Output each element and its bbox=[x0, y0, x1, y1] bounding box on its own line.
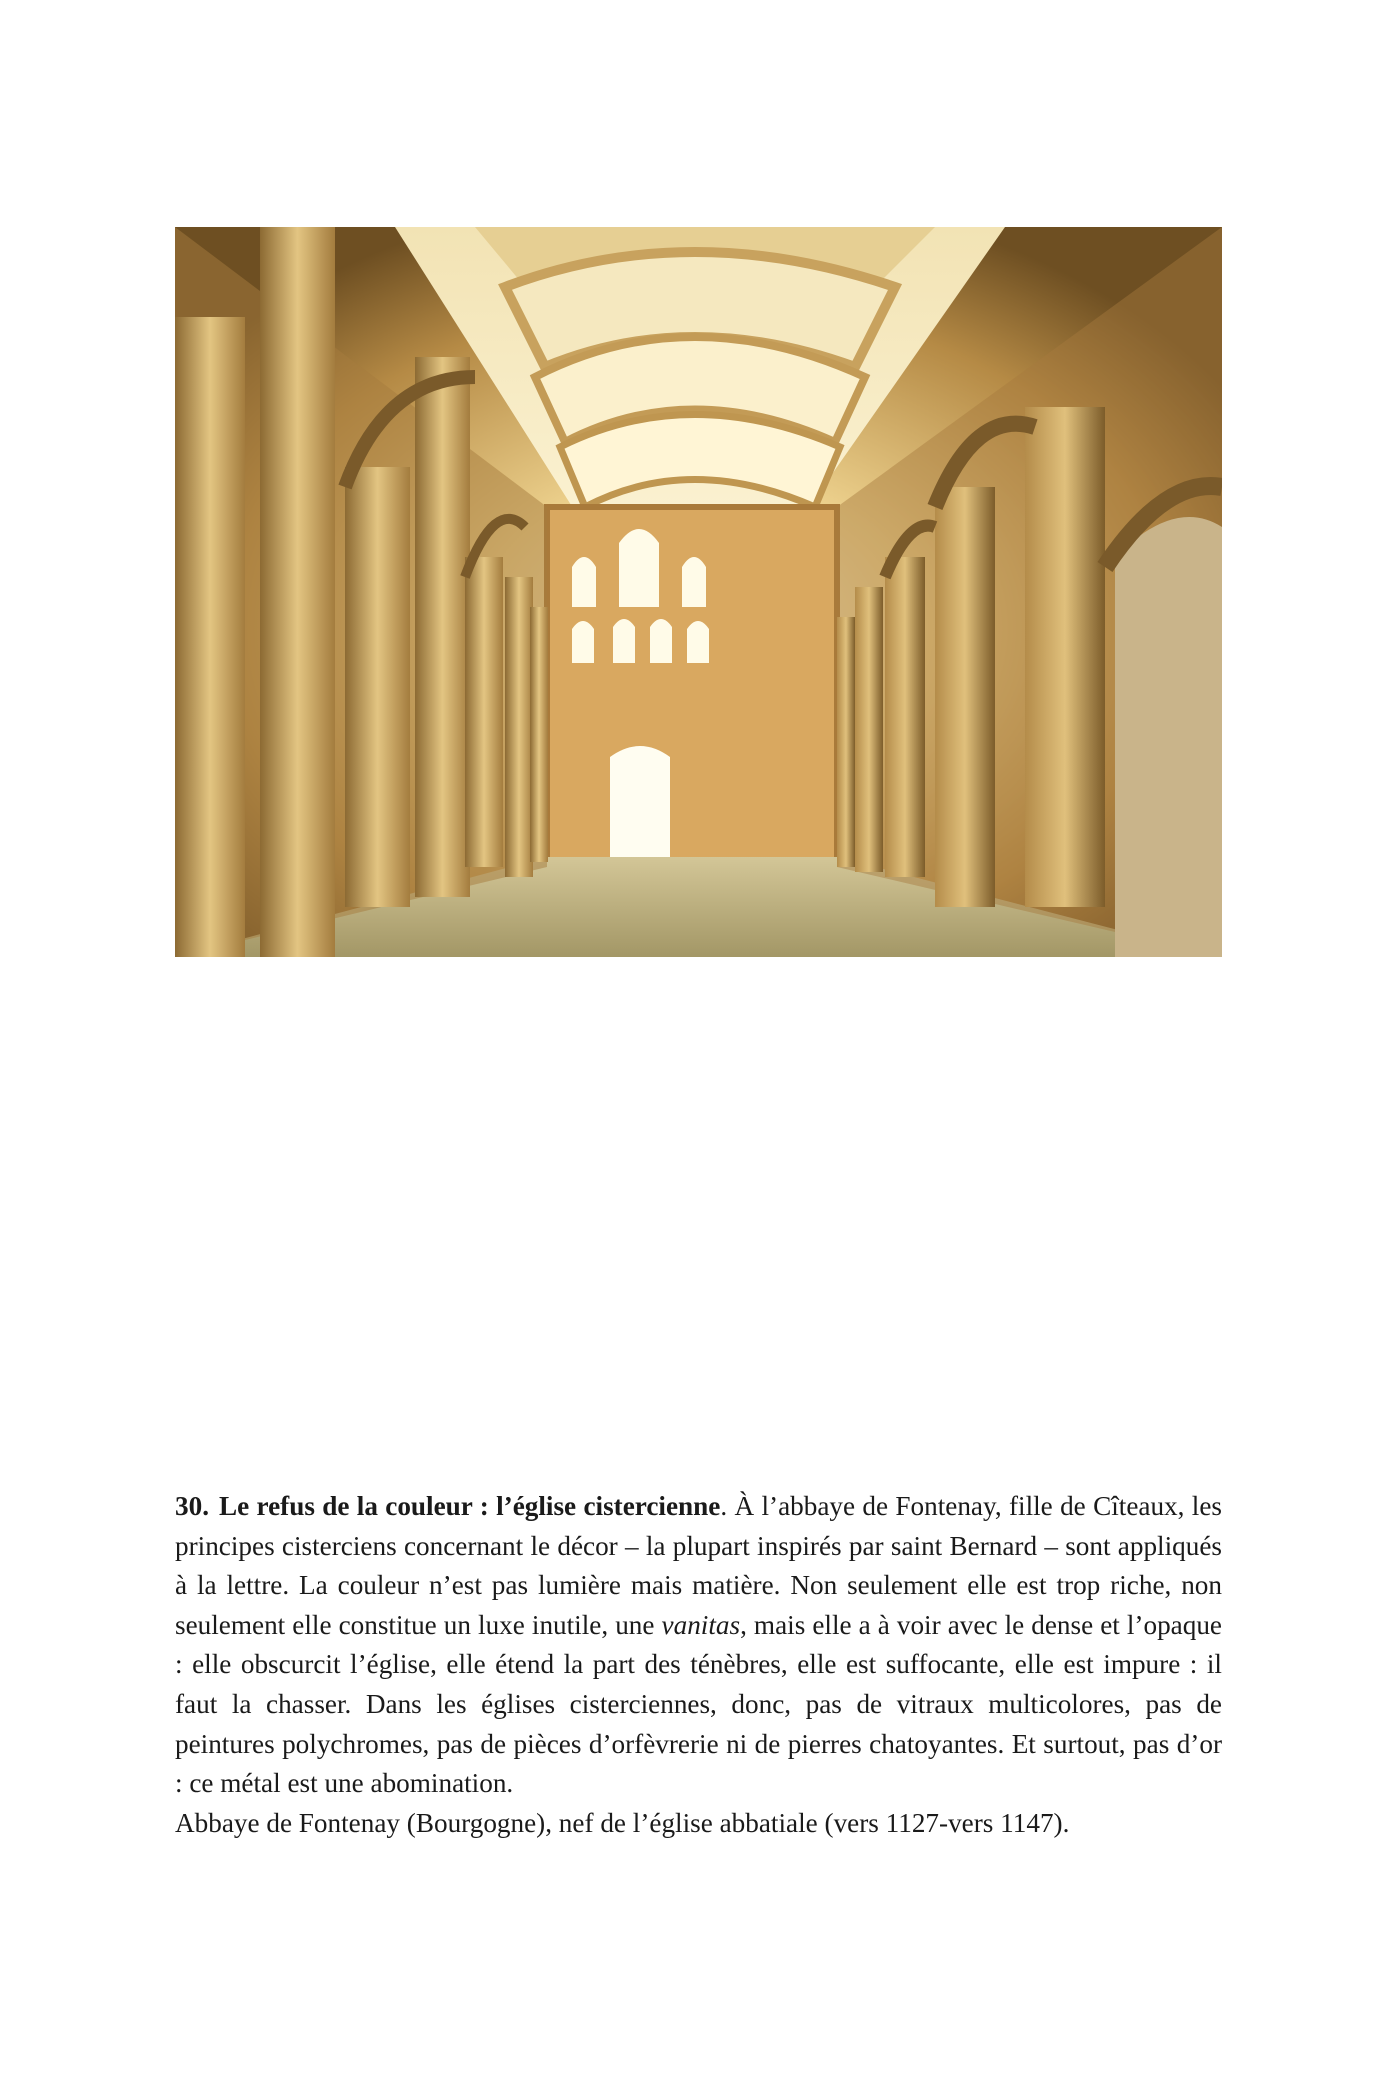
figure-caption bbox=[175, 1487, 1222, 1843]
west-door bbox=[610, 746, 670, 867]
figure-number: 30. bbox=[175, 1491, 209, 1521]
nave-photograph bbox=[175, 227, 1222, 957]
nave-illustration bbox=[175, 227, 1222, 957]
caption-body bbox=[175, 1487, 1222, 1804]
caption-text-2: , mais elle a à voir avec le dense et l’opaque : elle obscurcit l’église, elle étend la part des ténèbres, elle est suffocante, elle est impure : il faut la chasser. Dans les églises cisterciennes, donc, pas de vitraux multicolores, pas de peintures polychromes, pas de pièces d’orfèvrerie ni de pierres chatoyantes. Et surtout, pas d’or : ce métal est une abomination. bbox=[175, 1609, 1222, 1799]
caption-emphasis: vanitas bbox=[661, 1609, 741, 1640]
figure-title: Le refus de la couleur : l’église cistercienne bbox=[218, 1491, 721, 1521]
caption-text-1: . À l’abbaye de Fontenay, fille de Cîteaux, les principes cisterciens concernant le décor – la plupart inspirés par saint Bernard – sont appliqués à la lettre. La couleur n’est pas lumière mais matière. Non seulement elle est trop riche, non seulement elle constitue un luxe inutile, une bbox=[175, 1491, 1222, 1640]
caption-source: Abbaye de Fontenay (Bourgogne), nef de l’église abbatiale (vers 1127-vers 1147). bbox=[175, 1807, 1070, 1838]
